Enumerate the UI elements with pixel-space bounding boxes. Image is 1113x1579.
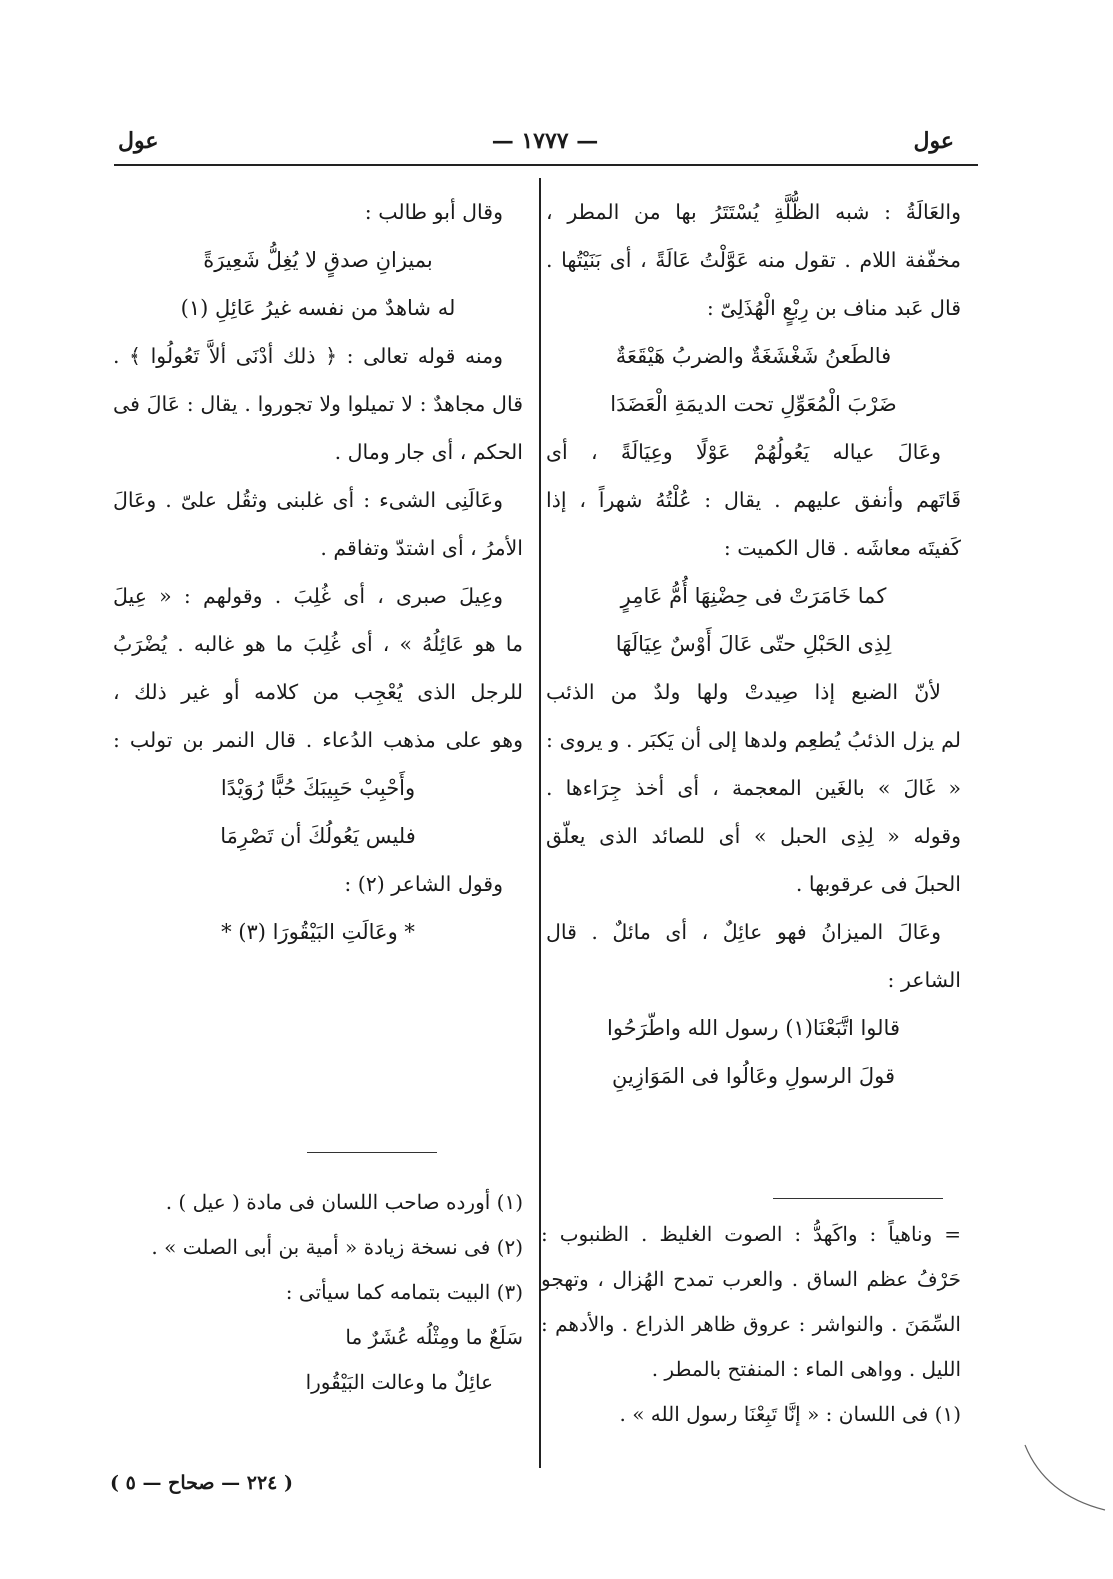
footnote-rule [773, 1198, 943, 1199]
text-line: وقوله « لِذِى الحبل » أى للصائد الذى يعلّق [546, 824, 961, 848]
verse-line: له شاهدٌ من نفسه غيرُ عَائِلِ (١) [180, 296, 456, 320]
text-line: للرجل الذى يُعْجِب من كلامه أو غير ذلك ، [113, 680, 523, 704]
text-line: وعِيلَ صبرى ، أى غُلِبَ . وقولهم : « عِيلَ [113, 584, 503, 608]
text-line: وعَالَ عياله يَعُولُهُمْ عَوْلًا وعِيَالَةً ، أى [546, 440, 941, 464]
text-line: كَفيتَه معاشَه . قال الكميت : [723, 536, 961, 560]
text-line: الأمرُ ، أى اشتدّ وتفاقم . [320, 536, 523, 560]
text-line: ومنه قوله تعالى : ﴿ ذلك أدْنَى ألاَّ تَعُولُوا ﴾ . [113, 344, 503, 368]
text-line: وعَالَ الميزانُ فهو عائِلٌ ، أى مائلٌ . قال [546, 920, 941, 944]
right-column [546, 188, 961, 1100]
text-line: ما هو عَائِلُهُ » ، أى غُلِبَ ما هو غالبه . يُضْرَبُ [113, 632, 523, 656]
text-line: وعَالَنِى الشىء : أى غلبنى وثقُل علىّ . وعَالَ [113, 488, 503, 512]
verse-line: فالطَعنُ شَغْشَغَةٌ والضربُ هَيْقَعَةٌ [615, 344, 892, 368]
left-column [113, 188, 523, 956]
verse-line: * وعَالَتِ البَيْقُورَا (٣) * [221, 920, 415, 944]
text-line: الشاعر : [887, 968, 961, 992]
left-footnotes [113, 1180, 523, 1405]
page-curl-icon [1020, 1440, 1110, 1520]
footnote-line: (٣) البيت بتمامه كما سيأتى : [285, 1280, 523, 1304]
signature-mark: ( ٢٢٤ — صحاح — ٥ ) [110, 1472, 293, 1494]
text-line: الحكم ، أى جار ومال . [334, 440, 523, 464]
text-line: وقول الشاعر (٢) : [344, 872, 503, 896]
footnote-verse-line: عائِلٌ ما وعالت البَيْقُورا [305, 1370, 493, 1394]
footnote-line: الليل . وواهى الماء : المنفتح بالمطر . [651, 1357, 961, 1381]
verse-line: قولَ الرسولِ وعَالُوا فى المَوَازِينِ [611, 1064, 896, 1088]
verse-line: لِذِى الحَبْلِ حتّى عَالَ أَوْسٌ عِيَالَهَا [615, 632, 892, 656]
footnote-line: = وناهياً : واكَهدُّ : الصوت الغليظ . الظنبوب : [541, 1222, 961, 1246]
text-line: « غَالَ » بالغَين المعجمة ، أى أخذ جِرَاءها . [546, 776, 961, 800]
verse-line: ضَرْبَ الْمُعَوِّلِ تحت الديمَةِ الْعَضَدَا [610, 392, 897, 416]
verse-line: قالوا اتَّبَعْنَا(١) رسول الله واطّرَحُوا [606, 1016, 900, 1040]
text-line: لم يزل الذئبُ يُطعِم ولدها إلى أن يَكبَر . و يروى : [546, 728, 961, 752]
footnote-line: (٢) فى نسخة زيادة « أمية بن أبى الصلت » . [151, 1235, 523, 1259]
text-line: قال مجاهدٌ : لا تميلوا ولا تجوروا . يقال : عَالَ فى [113, 392, 523, 416]
running-header [112, 128, 978, 162]
footnote-line: (١) فى اللسان : « إنَّا تَبِعْنَا رسول الله » . [619, 1402, 961, 1426]
text-line: وهو على مذهب الدُعاء . قال النمر بن تولب : [113, 728, 523, 752]
header-left-word: عول [118, 128, 159, 154]
verse-line: وأَحْبِبْ حَبِيبَكَ حُبًّا رُوَيْدًا [220, 776, 416, 800]
header-rule [114, 164, 978, 166]
text-line: وقال أبو طالب : [364, 200, 503, 224]
verse-line: فليس يَعُولُكَ أن تَصْرِمَا [220, 824, 416, 848]
footnote-line: (١) أورده صاحب اللسان فى مادة ( عيل ) . [165, 1190, 523, 1214]
text-line: والعَالَةُ : شبه الظُّلَّةِ يُسْتَتَرُ بها من المطر ، [546, 200, 961, 224]
footnote-line: حَرْفُ عظم الساق . والعرب تمدح الهُزال ، وتهجو [541, 1267, 961, 1291]
text-line: لأنّ الضبع إذا صِيدتْ ولها ولدٌ من الذئب [546, 680, 941, 704]
footnote-verse-line: سَلَعٌ ما ومِثْلُه عُشَرٌ ما [345, 1325, 523, 1349]
text-line: قال عَبد مناف بن رِبْعٍ الْهُذَلِىّ : [706, 296, 961, 320]
footnote-line: السِّمَنَ . والنواشر : عروق ظاهر الذراع . والأدهم : [541, 1312, 961, 1336]
right-footnotes [541, 1212, 961, 1437]
text-line: مخفّفة اللام . تقول منه عَوَّلْتُ عَالَةً ، أى بَنَيْتُها . [546, 248, 961, 272]
header-right-word: عول [913, 128, 954, 154]
verse-line: بميزانِ صدقٍ لا يُغِلُّ شَعِيرَةً [203, 248, 433, 272]
text-line: الحبلَ فى عرقوبها . [795, 872, 961, 896]
text-line: قَاتَهم وأنفق عليهم . يقال : عُلْتُهُ شهراً ، إذا [546, 488, 961, 512]
verse-line: كما خَامَرَتْ فى حِضْنِهَا أُمُّ عَامِرٍ [620, 584, 887, 608]
footnote-rule [307, 1152, 437, 1153]
page-number: — ١٧٧٧ — [491, 128, 599, 154]
